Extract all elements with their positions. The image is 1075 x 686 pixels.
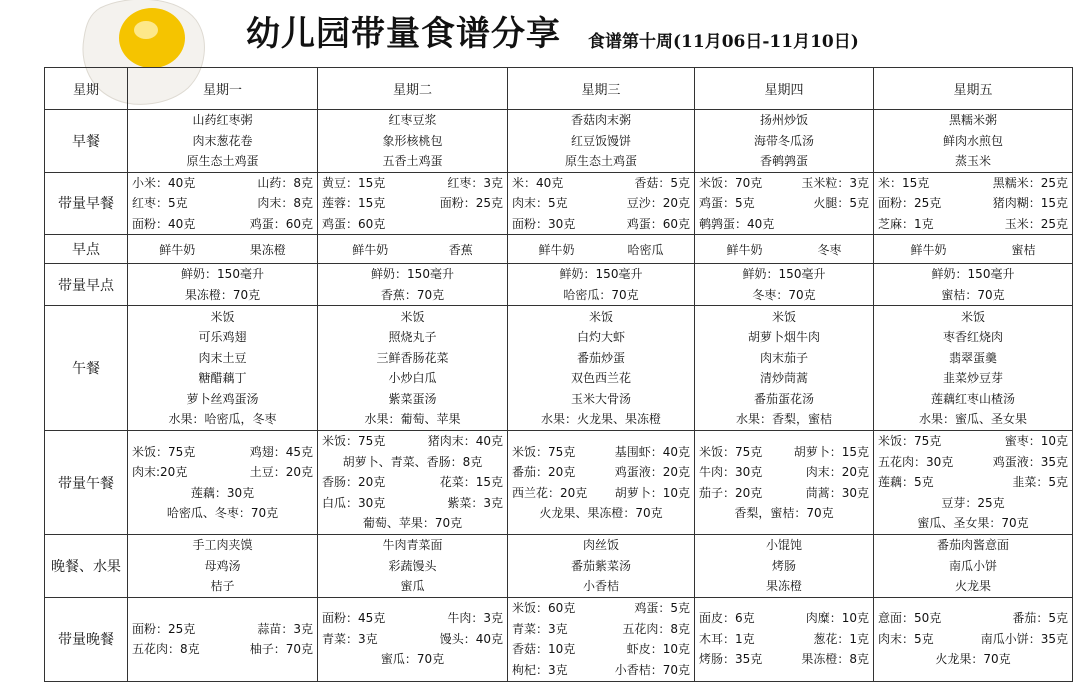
- lunch-row: [45, 306, 1073, 431]
- qty-line: [512, 442, 690, 463]
- qty-line: [322, 493, 503, 514]
- menu-line: 黑糯米粥: [948, 113, 997, 127]
- qty-item: 五花肉：8克: [622, 621, 690, 636]
- menu-line: 番茄紫菜汤: [570, 558, 631, 573]
- qty-item: 青菜：3克: [512, 621, 568, 636]
- menu-line: 胡萝卜烟牛肉: [747, 330, 820, 344]
- qty-item: 鸡蛋：5克: [699, 196, 755, 210]
- menu-line: 果冻橙: [765, 579, 802, 593]
- qty-item: 米饭：75克: [512, 444, 576, 459]
- menu-line: 蜜瓜: [400, 579, 425, 593]
- snack-items: [512, 241, 690, 258]
- snack-item: 冬枣: [817, 242, 842, 257]
- breakfast-qty-row: [45, 172, 1073, 235]
- lunch-cell: [128, 306, 318, 431]
- lunch-qty-cell: [508, 431, 695, 535]
- dinner-qty-row: [45, 597, 1073, 681]
- qty-item: 鹌鹑蛋：40克: [699, 216, 775, 231]
- snack-items: [878, 241, 1068, 258]
- breakfast-qty-cell: [695, 172, 874, 235]
- snack-qty-cell: [128, 264, 318, 306]
- menu-line: 双色西兰花: [570, 371, 631, 385]
- menu-line: 白灼大虾: [576, 330, 625, 344]
- qty-item: 花菜：15克: [439, 475, 503, 490]
- menu-line: 哈密瓜：70克: [563, 287, 639, 302]
- menu-line: 韭菜炒豆芽: [942, 371, 1003, 385]
- dinner-cell: [695, 535, 874, 598]
- menu-line: 照烧丸子: [388, 330, 437, 344]
- qty-item: 南瓜小饼：35克: [980, 631, 1068, 646]
- qty-item: 面粉：25克: [878, 196, 942, 210]
- qty-line: [132, 503, 313, 524]
- qty-item: 黄豆：15克: [322, 175, 386, 190]
- lunch-cell: [874, 306, 1073, 431]
- snack-cell: [128, 235, 318, 264]
- menu-line: 桔子: [210, 579, 235, 593]
- breakfast-row: [45, 110, 1073, 173]
- qty-item: 米饭：75克: [132, 444, 196, 459]
- menu-line: 米饭: [588, 309, 613, 324]
- qty-line: [512, 193, 690, 214]
- menu-line: 番茄肉酱意面: [936, 538, 1009, 552]
- qty-item: 葡萄、苹果：70克: [362, 516, 463, 531]
- qty-line: [878, 649, 1068, 670]
- menu-line: 三鲜香肠花菜: [376, 350, 449, 365]
- qty-item: 火龙果：70克: [935, 652, 1011, 667]
- qty-line: [322, 629, 503, 650]
- qty-item: 香肠：20克: [322, 475, 386, 490]
- dinner-qty-cell: [874, 597, 1073, 681]
- qty-line: [878, 629, 1068, 650]
- dinner-cell: [318, 535, 508, 598]
- qty-item: 米饭：75克: [322, 434, 386, 449]
- snack-item: 鲜牛奶: [726, 242, 763, 257]
- qty-item: 香菇：10克: [512, 642, 576, 656]
- dinner-qty-cell: [508, 597, 695, 681]
- snack-item: 鲜牛奶: [538, 242, 575, 257]
- qty-item: 柚子：70克: [249, 642, 313, 656]
- qty-item: 蜜瓜：70克: [380, 652, 445, 667]
- qty-item: 蜜瓜、圣女果：70克: [917, 516, 1029, 531]
- qty-line: [878, 472, 1068, 493]
- menu-line: 蒸玉米: [954, 154, 991, 168]
- menu-line: 水果：蜜瓜、圣女果: [918, 412, 1027, 426]
- qty-item: 土豆：20克: [249, 465, 313, 479]
- qty-item: 鸡蛋：5克: [634, 601, 690, 615]
- breakfast-qty-cell: [128, 172, 318, 235]
- qty-item: 芝麻：1克: [878, 216, 934, 231]
- menu-line: 母鸡汤: [204, 558, 241, 573]
- qty-item: 紫菜：3克: [447, 495, 503, 510]
- qty-line: [699, 503, 869, 524]
- qty-item: 意面：50克: [878, 611, 942, 626]
- menu-line: 冬枣：70克: [752, 287, 816, 302]
- menu-line: 番茄炒蛋: [576, 350, 625, 365]
- snack-cell: [695, 235, 874, 264]
- snack-items: [322, 241, 503, 258]
- snack-qty-cell: [318, 264, 508, 306]
- qty-item: 西兰花：20克: [512, 485, 588, 500]
- lunch-label: 午餐: [45, 306, 128, 431]
- qty-line: [699, 214, 869, 235]
- snack-qty-cell: [695, 264, 874, 306]
- menu-line: 可乐鸡翅: [198, 330, 247, 344]
- breakfast-cell: [508, 110, 695, 173]
- day-header: 星期二: [318, 68, 508, 110]
- qty-line: [322, 452, 503, 473]
- qty-item: 莲藕：30克: [190, 485, 255, 500]
- day-header: 星期三: [508, 68, 695, 110]
- qty-item: 肉末:20克: [132, 465, 188, 479]
- qty-item: 肉末：8克: [257, 196, 313, 210]
- qty-item: 米饭：75克: [878, 434, 942, 449]
- qty-line: [322, 431, 503, 452]
- day-header: 星期一: [128, 68, 318, 110]
- qty-item: 胡萝卜：10克: [614, 485, 690, 500]
- qty-item: 茼蒿：30克: [805, 485, 869, 500]
- lunch-qty-cell: [128, 431, 318, 535]
- menu-line: 烤肠: [771, 558, 796, 573]
- qty-item: 鸡蛋：60克: [249, 216, 313, 231]
- qty-item: 枸杞：3克: [512, 662, 568, 677]
- qty-item: 蜜枣：10克: [1004, 434, 1068, 449]
- lunch-cell: [318, 306, 508, 431]
- qty-line: [132, 193, 313, 214]
- snack-item: 蜜桔: [1011, 242, 1036, 257]
- snack-item: 哈密瓜: [627, 242, 664, 257]
- qty-line: [878, 608, 1068, 629]
- menu-line: 米饭: [771, 309, 796, 324]
- qty-item: 豆芽：25克: [941, 495, 1005, 510]
- qty-item: 火腿：5克: [813, 196, 869, 210]
- menu-line: 小炒白瓜: [388, 371, 437, 385]
- qty-line: [132, 639, 313, 660]
- qty-line: [699, 193, 869, 214]
- qty-line: [512, 619, 690, 640]
- qty-line: [699, 649, 869, 670]
- lunch-cell: [695, 306, 874, 431]
- snack-qty-label: 带量早点: [45, 264, 128, 306]
- breakfast-qty-label: 带量早餐: [45, 172, 128, 235]
- qty-item: 果冻橙：8克: [801, 652, 869, 667]
- qty-line: [878, 452, 1068, 473]
- qty-line: [512, 214, 690, 235]
- menu-line: 原生态土鸡蛋: [186, 154, 259, 168]
- lunch-qty-label: 带量午餐: [45, 431, 128, 535]
- qty-item: 虾皮：10克: [626, 642, 690, 656]
- dinner-qty-cell: [695, 597, 874, 681]
- qty-line: [132, 483, 313, 504]
- lunch-qty-cell: [695, 431, 874, 535]
- menu-line: 鲜奶：150毫升: [742, 267, 826, 281]
- menu-line: 红豆饭馒饼: [570, 133, 631, 148]
- qty-item: 面皮：6克: [699, 611, 755, 626]
- menu-line: 南瓜小饼: [948, 558, 997, 573]
- menu-line: 翡翠蛋羹: [948, 350, 997, 365]
- menu-line: 鲜奶：150毫升: [371, 267, 454, 281]
- snack-qty-cell: [874, 264, 1073, 306]
- menu-line: 水果：葡萄、苹果: [364, 412, 461, 426]
- qty-line: [699, 483, 869, 504]
- menu-line: 五香土鸡蛋: [382, 154, 443, 168]
- qty-line: [322, 513, 503, 534]
- dinner-qty-label: 带量晚餐: [45, 597, 128, 681]
- qty-item: 白瓜：30克: [322, 495, 386, 510]
- qty-item: 红枣：5克: [132, 196, 188, 210]
- qty-item: 香梨，蜜桔：70克: [734, 506, 834, 520]
- menu-line: 糖醋藕丁: [198, 371, 247, 385]
- qty-item: 猪肉糊：15克: [992, 196, 1068, 210]
- menu-line: 原生态土鸡蛋: [564, 154, 637, 168]
- week-subtitle: 食谱第十周(11月06日-11月10日): [588, 32, 859, 52]
- menu-line: 鲜肉水煎包: [942, 133, 1003, 148]
- qty-item: 肉糜：10克: [805, 611, 869, 626]
- menu-line: 水果：香梨，蜜桔: [735, 412, 832, 426]
- qty-line: [322, 649, 503, 670]
- qty-item: 青菜：3克: [322, 631, 378, 646]
- qty-line: [512, 462, 690, 483]
- menu-line: 牛肉青菜面: [382, 538, 443, 552]
- menu-line: 小馄饨: [765, 538, 802, 552]
- lunch-qty-row: [45, 431, 1073, 535]
- qty-item: 鸡蛋：60克: [322, 216, 386, 231]
- header-label: 星期: [45, 68, 128, 110]
- breakfast-qty-cell: [874, 172, 1073, 235]
- lunch-cell: [508, 306, 695, 431]
- snack-cell: [508, 235, 695, 264]
- menu-line: 香鹌鹑蛋: [759, 154, 808, 168]
- menu-line: 红枣豆浆: [388, 113, 437, 127]
- qty-item: 米饭：70克: [699, 175, 763, 190]
- qty-line: [512, 483, 690, 504]
- menu-line: 小香桔: [582, 579, 619, 593]
- menu-line: 彩蔬馒头: [388, 558, 437, 573]
- qty-item: 豆沙：20克: [626, 196, 690, 210]
- menu-line: 米饭: [210, 309, 235, 324]
- qty-item: 馒头：40克: [439, 631, 503, 646]
- qty-item: 鸡蛋液：20克: [614, 465, 690, 479]
- qty-item: 胡萝卜：15克: [793, 444, 869, 459]
- menu-line: 香菇肉末粥: [570, 113, 631, 127]
- snack-item: 香蕉: [448, 242, 473, 257]
- snack-qty-cell: [508, 264, 695, 306]
- menu-line: 肉末土豆: [198, 350, 247, 365]
- snack-items: [699, 241, 869, 258]
- qty-item: 胡萝卜、青菜、香肠：8克: [342, 454, 483, 469]
- menu-line: 象形核桃包: [382, 133, 443, 148]
- dinner-label: 晚餐、水果: [45, 535, 128, 598]
- qty-line: [699, 442, 869, 463]
- lunch-qty-cell: [318, 431, 508, 535]
- menu-line: 米饭: [960, 309, 985, 324]
- menu-line: 海带冬瓜汤: [753, 133, 814, 148]
- qty-item: 木耳：1克: [699, 631, 755, 646]
- menu-line: 蜜桔：70克: [941, 287, 1005, 302]
- menu-line: 米饭: [400, 309, 425, 324]
- qty-line: [512, 598, 690, 619]
- qty-item: 五花肉：30克: [878, 454, 954, 469]
- qty-line: [878, 431, 1068, 452]
- qty-item: 番茄：20克: [512, 465, 576, 479]
- qty-item: 米：40克: [512, 175, 564, 190]
- menu-line: 萝卜丝鸡蛋汤: [186, 391, 259, 406]
- snack-item: 鲜牛奶: [159, 242, 196, 257]
- breakfast-cell: [318, 110, 508, 173]
- dinner-cell: [874, 535, 1073, 598]
- snack-qty-row: [45, 264, 1073, 306]
- qty-item: 肉末：20克: [805, 465, 869, 479]
- qty-item: 鸡翅：45克: [249, 444, 313, 459]
- qty-line: [878, 513, 1068, 534]
- qty-line: [132, 442, 313, 463]
- snack-items: [132, 241, 313, 258]
- menu-line: 手工肉夹馍: [192, 538, 253, 552]
- menu-line: 水果：火龙果、果冻橙: [540, 412, 661, 426]
- menu-line: 清炒茼蒿: [759, 371, 808, 385]
- dinner-row: [45, 535, 1073, 598]
- qty-item: 烤肠：35克: [699, 652, 763, 667]
- qty-line: [878, 193, 1068, 214]
- qty-item: 米饭：60克: [512, 601, 576, 615]
- qty-line: [132, 619, 313, 640]
- day-header: 星期五: [874, 68, 1073, 110]
- qty-item: 番茄：5克: [1012, 611, 1068, 626]
- qty-item: 五花肉：8克: [132, 642, 200, 656]
- qty-line: [512, 660, 690, 681]
- qty-item: 玉米粒：3克: [801, 175, 869, 190]
- menu-line: 番茄蛋花汤: [753, 391, 814, 406]
- qty-line: [322, 193, 503, 214]
- qty-item: 香菇：5克: [634, 175, 690, 190]
- menu-line: 香蕉：70克: [380, 287, 445, 302]
- qty-item: 牛肉：3克: [447, 611, 503, 626]
- qty-item: 葱花：1克: [813, 631, 869, 646]
- menu-table: [44, 67, 1073, 682]
- breakfast-cell: [128, 110, 318, 173]
- qty-item: 面粉：25克: [132, 621, 196, 636]
- qty-item: 山药：8克: [257, 175, 313, 190]
- snack-cell: [874, 235, 1073, 264]
- qty-item: 韭菜：5克: [1012, 475, 1068, 490]
- qty-line: [512, 173, 690, 194]
- breakfast-cell: [874, 110, 1073, 173]
- menu-line: 莲藕红枣山楂汤: [930, 391, 1015, 406]
- qty-line: [132, 462, 313, 483]
- snack-item: 鲜牛奶: [352, 242, 389, 257]
- qty-item: 红枣：3克: [447, 175, 503, 190]
- qty-item: 鸡蛋：60克: [626, 216, 690, 231]
- qty-line: [512, 503, 690, 524]
- snack-label: 早点: [45, 235, 128, 264]
- qty-line: [878, 493, 1068, 514]
- qty-line: [132, 214, 313, 235]
- menu-line: 枣香红烧肉: [942, 330, 1003, 344]
- menu-line: 鲜奶：150毫升: [181, 267, 264, 281]
- menu-line: 肉末葱花卷: [192, 133, 253, 148]
- qty-item: 黑糯米：25克: [992, 175, 1068, 190]
- qty-item: 茄子：20克: [699, 485, 763, 500]
- snack-row: [45, 235, 1073, 264]
- menu-line: 水果：哈密瓜，冬枣: [168, 412, 277, 426]
- qty-item: 玉米：25克: [1004, 216, 1068, 231]
- qty-line: [699, 608, 869, 629]
- snack-item: 果冻橙: [249, 242, 286, 257]
- snack-cell: [318, 235, 508, 264]
- qty-item: 米饭：75克: [699, 444, 763, 459]
- qty-line: [132, 173, 313, 194]
- menu-line: 紫菜蛋汤: [388, 391, 437, 406]
- menu-line: 肉末茄子: [759, 350, 808, 365]
- qty-item: 肉末：5克: [878, 631, 934, 646]
- menu-line: 火龙果: [954, 579, 991, 593]
- qty-item: 火龙果、果冻橙：70克: [539, 506, 663, 520]
- dinner-cell: [128, 535, 318, 598]
- menu-line: 扬州炒饭: [759, 113, 808, 127]
- menu-line: 玉米大骨汤: [570, 391, 631, 406]
- qty-line: [878, 214, 1068, 235]
- qty-item: 鸡蛋液：35克: [992, 454, 1068, 469]
- qty-line: [322, 214, 503, 235]
- qty-item: 牛肉：30克: [699, 465, 763, 479]
- lunch-qty-cell: [874, 431, 1073, 535]
- menu-line: 肉丝饭: [582, 538, 619, 552]
- snack-item: 鲜牛奶: [910, 242, 947, 257]
- qty-item: 哈密瓜、冬枣：70克: [166, 506, 279, 520]
- qty-line: [322, 173, 503, 194]
- page-title: 幼儿园带量食谱分享: [246, 14, 561, 54]
- dinner-cell: [508, 535, 695, 598]
- qty-line: [699, 173, 869, 194]
- qty-item: 面粉：30克: [512, 216, 576, 231]
- breakfast-qty-cell: [508, 172, 695, 235]
- qty-item: 蒜苗：3克: [257, 621, 313, 636]
- qty-line: [699, 462, 869, 483]
- qty-line: [878, 173, 1068, 194]
- qty-item: 面粉：25克: [439, 196, 503, 210]
- header-row: [45, 68, 1073, 110]
- qty-line: [512, 639, 690, 660]
- qty-line: [322, 472, 503, 493]
- qty-item: 莲藕：5克: [878, 475, 934, 490]
- menu-line: 鲜奶：150毫升: [559, 267, 643, 281]
- qty-line: [322, 608, 503, 629]
- qty-item: 米：15克: [878, 175, 930, 190]
- qty-item: 莲蓉：15克: [322, 196, 386, 210]
- qty-item: 猪肉末：40克: [427, 434, 503, 449]
- qty-line: [699, 629, 869, 650]
- breakfast-qty-cell: [318, 172, 508, 235]
- menu-line: 山药红枣粥: [192, 113, 253, 127]
- breakfast-label: 早餐: [45, 110, 128, 173]
- day-header: 星期四: [695, 68, 874, 110]
- menu-line: 鲜奶：150毫升: [931, 267, 1015, 281]
- qty-item: 面粉：40克: [132, 216, 196, 231]
- qty-item: 面粉：45克: [322, 611, 386, 626]
- qty-item: 基围虾：40克: [614, 444, 690, 459]
- menu-line: 果冻橙：70克: [184, 287, 261, 302]
- breakfast-cell: [695, 110, 874, 173]
- dinner-qty-cell: [318, 597, 508, 681]
- qty-item: 肉末：5克: [512, 196, 568, 210]
- qty-item: 小米：40克: [132, 175, 196, 190]
- qty-item: 小香桔：70克: [614, 662, 690, 677]
- dinner-qty-cell: [128, 597, 318, 681]
